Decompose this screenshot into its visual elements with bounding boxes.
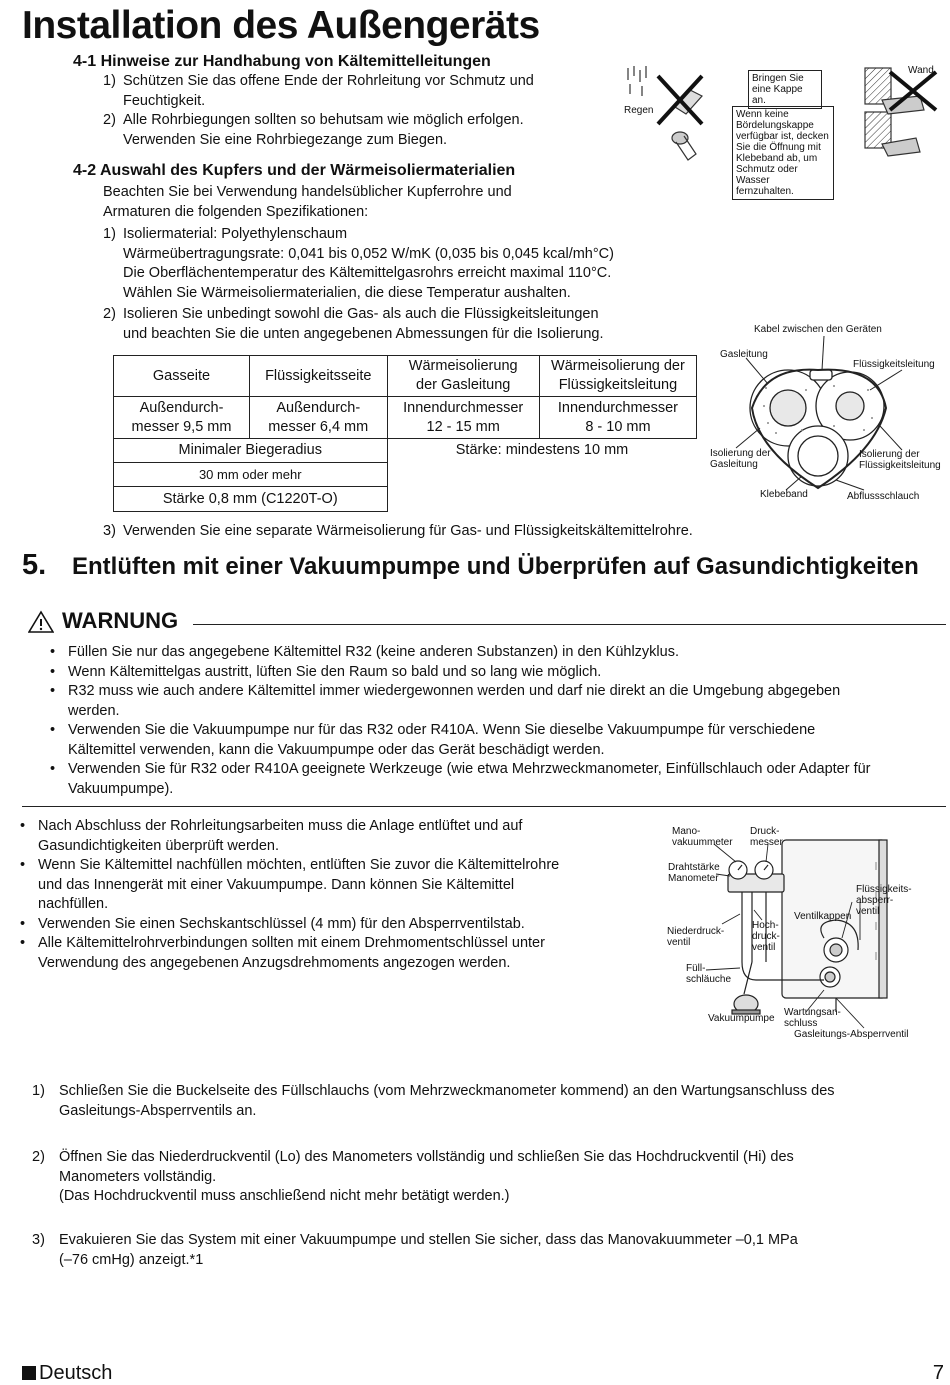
item-text: Isolieren Sie unbedingt sowohl die Gas- als auch die Flüssigkeitsleitungen xyxy=(123,306,599,322)
liquid-insulation-label xyxy=(859,449,941,471)
label-line: Gasleitung xyxy=(710,459,758,470)
pipe-handling-figure xyxy=(620,62,946,197)
item-text: Verwenden Sie eine separate Wärmeisolierung für Gas- und Flüssigkeitskältemittelrohre. xyxy=(123,523,693,539)
high-pressure-valve-label xyxy=(752,920,780,953)
label-line: messer xyxy=(750,837,783,848)
item-text: und beachten Sie die unten angegebenen Abmessungen für die Isolierung. xyxy=(123,325,604,342)
cell-line: Außendurch- xyxy=(139,399,224,416)
cell-line: messer 6,4 mm xyxy=(268,418,369,435)
label-line: Niederdruck- xyxy=(667,926,725,937)
label-line: ventil xyxy=(752,942,776,953)
table-cell xyxy=(250,397,387,439)
warning-rule xyxy=(193,624,946,625)
item-text: nachfüllen. xyxy=(38,896,109,912)
table-cell: Minimaler Biegeradius xyxy=(114,439,388,463)
step-text: Gasleitungs-Absperrventils an. xyxy=(59,1102,257,1119)
item-text: werden. xyxy=(68,702,120,719)
step-number: 2) xyxy=(32,1149,45,1165)
step-text: (–76 cmHg) anzeigt.*1 xyxy=(59,1251,204,1268)
step-text: Schließen Sie die Buckelseite des Füllschlauchs (vom Mehrzweckmanometer kommend) an den Wartungsanschluss des xyxy=(59,1083,835,1099)
page-title: Installation des Außengeräts xyxy=(22,4,540,47)
black-square-icon xyxy=(22,1366,36,1380)
section-title: Entlüften mit einer Vakuumpumpe und Überprüfen auf Gasundichtigkeiten xyxy=(72,553,919,580)
valve-caps-label: Ventilkappen xyxy=(794,911,852,922)
section-4-1-heading: 4-1 Hinweise zur Handhabung von Kältemittelleitungen xyxy=(73,53,491,70)
section-number: 5. xyxy=(22,549,47,581)
step-number: 3) xyxy=(32,1232,45,1248)
list-item xyxy=(48,643,946,663)
rain-label: Regen xyxy=(624,105,654,116)
table-cell xyxy=(387,356,539,397)
intro-line: Armaturen die folgenden Spezifikationen: xyxy=(103,203,369,220)
label-line: Flüssigkeits- xyxy=(856,884,912,895)
section-4-1-list xyxy=(103,72,603,150)
table-cell: Stärke 0,8 mm (C1220T-O) xyxy=(114,487,388,512)
table-cell xyxy=(539,356,696,397)
cable-label: Kabel zwischen den Geräten xyxy=(754,324,882,335)
item-text: Wärmeübertragungsrate: 0,041 bis 0,052 W/mK (0,035 bis 0,045 kcal/mh°C) xyxy=(123,245,614,262)
table-row xyxy=(114,356,697,397)
footer-language xyxy=(22,1362,112,1385)
item-text: Kältemittel verwenden, kann die Vakuumpumpe oder das Gerät beschädigt werden. xyxy=(68,741,605,758)
charge-hoses-label xyxy=(686,963,731,985)
tape-note-box: Wenn keine Bördelungskappe verfügbar ist, decken Sie die Öffnung mit Klebeband ab, um Schmutz oder Wasser fernzuhalten. xyxy=(732,106,834,200)
cell-line: 12 - 15 mm xyxy=(426,418,500,435)
section-4-2-intro xyxy=(103,183,703,222)
step-text: (Das Hochdruckventil muss anschließend nicht mehr betätigt werden.) xyxy=(59,1188,510,1204)
label-line: schluss xyxy=(784,1018,818,1029)
item-text: • Alle Kältemittelrohrverbindungen sollten mit einem Drehmomentschlüssel unter xyxy=(38,935,545,951)
cell-line: Innendurchmesser xyxy=(557,399,678,416)
step-2 xyxy=(32,1148,922,1207)
label-line: Isolierung der xyxy=(859,449,920,460)
list-item xyxy=(103,72,603,92)
table-cell xyxy=(539,397,696,439)
pressure-gauge-label xyxy=(750,826,783,848)
label-line: vakuummeter xyxy=(672,837,733,848)
liquid-stop-valve-label xyxy=(856,884,912,917)
label-line: Manometer xyxy=(668,873,719,884)
warning-header xyxy=(28,608,946,636)
item-text: Verwenden Sie eine Rohrbiegezange zum Biegen. xyxy=(123,131,448,148)
section-4-2-item-3 xyxy=(103,522,803,542)
item-text: • Füllen Sie nur das angegebene Kältemittel R32 (keine anderen Substanzen) in den Kühlzyklus. xyxy=(68,644,679,660)
item-text: Verwendung des angegebenen Anzugsdrehmoments angezogen werden. xyxy=(38,954,511,971)
item-text: Die Oberflächentemperatur des Kältemittelgasrohrs erreicht maximal 110°C. xyxy=(123,265,612,281)
item-text: Alle Rohrbiegungen sollten so behutsam wie möglich erfolgen. xyxy=(123,112,524,128)
gas-line-label: Gasleitung xyxy=(720,349,768,360)
table-cell xyxy=(387,397,539,439)
cap-note-box: Bringen Sie eine Kappe an. xyxy=(748,70,822,109)
vacuum-setup-figure xyxy=(664,822,946,1044)
label-line: absperr- xyxy=(856,895,894,906)
step-text: Evakuieren Sie das System mit einer Vakuumpumpe und stellen Sie sicher, dass das Manovakuummeter –0,1 MPa xyxy=(59,1232,798,1248)
list-item xyxy=(48,663,946,683)
item-number: 2) xyxy=(103,306,116,322)
list-item xyxy=(48,760,946,799)
manovacuum-gauge-label xyxy=(672,826,733,848)
warning-triangle-icon xyxy=(28,610,54,634)
label-line: ventil xyxy=(667,937,691,948)
label-line: ventil xyxy=(856,906,880,917)
cell-line: Flüssigkeitsleitung xyxy=(558,377,678,393)
label-line: druck- xyxy=(752,931,780,942)
low-pressure-valve-label xyxy=(667,926,724,948)
list-item xyxy=(18,856,638,915)
item-text: Isoliermaterial: Polyethylenschaum xyxy=(123,226,348,242)
warning-list xyxy=(48,643,946,799)
table-cell xyxy=(114,397,250,439)
vacuum-pump-label: Vakuumpumpe xyxy=(708,1013,775,1024)
language-label: Deutsch xyxy=(39,1362,113,1384)
item-text: • Verwenden Sie einen Sechskantschlüssel (4 mm) für den Absperrventilstab. xyxy=(38,915,525,932)
notes-list xyxy=(18,817,638,973)
cell-line: 8 - 10 mm xyxy=(585,418,651,435)
warning-end-rule xyxy=(22,806,946,807)
item-number: 1) xyxy=(103,226,116,242)
item-text: Schützen Sie das offene Ende der Rohrleitung vor Schmutz und xyxy=(123,73,534,89)
item-number: 3) xyxy=(103,523,116,539)
cell-line: Wärmeisolierung xyxy=(408,358,518,374)
label-line: Wartungsan- xyxy=(784,1007,841,1018)
label-line: Drahtstärke xyxy=(668,862,720,873)
item-text: Wählen Sie Wärmeisoliermaterialien, die diese Temperatur aushalten. xyxy=(123,284,571,301)
label-line: schläuche xyxy=(686,974,732,985)
item-text: Gasundichtigkeiten überprüft werden. xyxy=(38,837,280,854)
table-cell: Flüssigkeitsseite xyxy=(250,356,387,397)
intro-line: Beachten Sie bei Verwendung handelsüblicher Kupferrohre und xyxy=(103,184,512,200)
step-text: Öffnen Sie das Niederdruckventil (Lo) des Manometers vollständig und schließen Sie das Hochdruckventil (Hi) des xyxy=(59,1149,794,1165)
list-item xyxy=(48,682,946,721)
table-cell: 30 mm oder mehr xyxy=(114,463,388,487)
label-line: Flüssigkeitsleitung xyxy=(859,460,941,471)
section-5-heading xyxy=(22,549,919,582)
list-item xyxy=(103,111,603,131)
list-item xyxy=(18,915,638,935)
list-item xyxy=(18,817,638,856)
item-text: • Wenn Sie Kältemittel nachfüllen möchten, entlüften Sie zuvor die Kältemittelrohre xyxy=(38,857,560,873)
label-line: Isolierung der xyxy=(710,448,771,459)
item-text: • Wenn Kältemittelgas austritt, lüften Sie den Raum so bald und so lang wie möglich. xyxy=(68,663,602,680)
step-number: 1) xyxy=(32,1083,45,1099)
item-text: und das Innengerät mit einer Vakuumpumpe. Dann können Sie Kältemittel xyxy=(38,876,515,893)
insulation-spec-table xyxy=(113,355,697,512)
table-row xyxy=(114,439,697,463)
label-line: Druck- xyxy=(750,826,780,837)
cell-line: Innendurchmesser xyxy=(403,399,524,416)
step-1 xyxy=(32,1082,922,1121)
label-line: Füll- xyxy=(686,963,706,974)
step-text: Manometers vollständig. xyxy=(59,1168,217,1185)
pipe-bundle-illustration xyxy=(706,318,946,508)
section-4-2-list xyxy=(103,225,703,344)
label-line: Mano- xyxy=(672,826,701,837)
cell-line: Wärmeisolierung der xyxy=(551,358,685,374)
cell-line: messer 9,5 mm xyxy=(131,418,232,435)
compound-gauge-label xyxy=(668,862,720,884)
service-port-label xyxy=(784,1007,841,1029)
label-line: Hoch- xyxy=(752,920,779,931)
table-cell: Gasseite xyxy=(114,356,250,397)
table-cell: Stärke: mindestens 10 mm xyxy=(387,439,697,512)
cell-line: der Gasleitung xyxy=(416,377,511,393)
cell-line: Außendurch- xyxy=(276,399,361,416)
insulation-cross-section-figure xyxy=(706,318,946,508)
page-number: 7 xyxy=(932,1362,944,1384)
warning-title: WARNUNG xyxy=(62,608,179,633)
tape-label: Klebeband xyxy=(760,489,808,500)
liquid-line-label: Flüssigkeitsleitung xyxy=(853,359,935,370)
step-3 xyxy=(32,1231,922,1270)
gas-stop-valve-label: Gasleitungs-Absperrventil xyxy=(794,1029,909,1040)
table-row xyxy=(114,397,697,439)
item-text: • Verwenden Sie für R32 oder R410A geeignete Werkzeuge (wie etwa Mehrzweckmanometer, Einfüllschlauch oder Adapter für xyxy=(68,761,871,777)
section-4-2-heading: 4-2 Auswahl des Kupfers und der Wärmeisoliermaterialien xyxy=(73,162,516,179)
list-item xyxy=(18,934,638,973)
item-number: 1) xyxy=(103,73,116,89)
item-text: • Verwenden Sie die Vakuumpumpe nur für das R32 oder R410A. Wenn Sie dieselbe Vakuumpumpe für verschiedene xyxy=(68,722,816,738)
list-item xyxy=(48,721,946,760)
gas-insulation-label xyxy=(710,448,771,470)
wall-label: Wand xyxy=(908,65,934,76)
item-number: 2) xyxy=(103,112,116,128)
item-text: • Nach Abschluss der Rohrleitungsarbeiten muss die Anlage entlüftet und auf xyxy=(38,818,523,834)
item-text: Feuchtigkeit. xyxy=(123,92,206,109)
drain-hose-label: Abflussschlauch xyxy=(847,491,920,502)
item-text: • R32 muss wie auch andere Kältemittel immer wiedergewonnen werden und darf nie direkt an die Umgebung abgegeben xyxy=(68,683,841,699)
item-text: Vakuumpumpe). xyxy=(68,780,174,797)
